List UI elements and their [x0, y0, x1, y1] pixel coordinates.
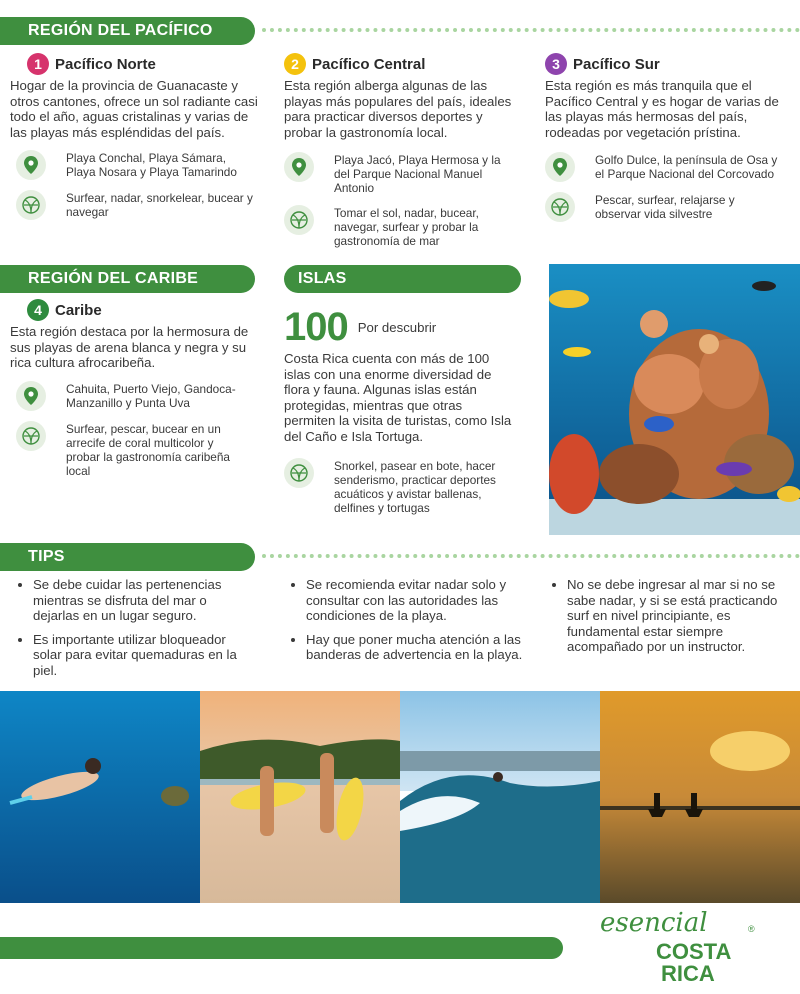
tips-column-3 [549, 577, 784, 663]
section-header-caribe: REGIÓN DEL CARIBE [0, 265, 255, 293]
region-title: Caribe [55, 301, 102, 319]
places-text: Golfo Dulce, la península de Osa y el Parque Nacional del Corcovado [595, 153, 778, 181]
region-number-badge: 4 [27, 299, 49, 321]
tip-item: • Hay que poner mucha atención a las banderas de advertencia en la playa. [306, 632, 523, 663]
places-row [16, 381, 250, 411]
dotted-divider [262, 28, 800, 32]
tip-item: • Es importante utilizar bloqueador solar para evitar quemaduras en la piel. [33, 632, 255, 679]
snorkel-photo [0, 691, 200, 903]
region-description: Esta región destaca por la hermosura de sus playas de arena blanca y negra y su rica cultura afrocaribeña. [10, 324, 249, 370]
footer-bar [0, 937, 563, 959]
map-pin-icon [16, 150, 46, 180]
section-header-pacifico: REGIÓN DEL PACÍFICO [0, 17, 255, 45]
activities-text: Surfear, pescar, bucear en un arrecife de coral multicolor y probar la gastronomía caribeña local [66, 421, 230, 478]
logo-line1: COSTA [656, 939, 732, 964]
tips-column-2 [288, 577, 523, 671]
places-text: Playa Jacó, Playa Hermosa y la del Parque Nacional Manuel Antonio [334, 153, 501, 195]
activities-row [545, 192, 780, 222]
activities-text: Pescar, surfear, relajarse y observar vida silvestre [595, 193, 735, 221]
surfers-beach-photo [200, 691, 400, 903]
logo-script: esencial [600, 908, 708, 938]
places-text: Playa Conchal, Playa Sámara, Playa Nosara y Playa Tamarindo [66, 151, 237, 179]
dotted-divider [262, 554, 800, 558]
activities-row [16, 190, 258, 220]
region-description: Hogar de la provincia de Guanacaste y otros cantones, ofrece un sol radiante casi todo el año, aguas cristalinas y varias de las playas más espléndidas del país. [10, 78, 258, 140]
coral-reef-photo [549, 264, 800, 535]
tip-item: • Se debe cuidar las pertenencias mientras se disfruta del mar o dejarlas en un lugar seguro. [33, 577, 255, 624]
horseback-sunset-photo [600, 691, 800, 903]
region-description: Esta región alberga algunas de las playas más populares del país, ideales para practicar diversos deportes y probar la gastronomía local. [284, 78, 512, 140]
places-row [284, 152, 516, 195]
islas-count-label: Por descubrir [357, 319, 437, 335]
logo-line2: RICA [661, 961, 715, 986]
activities-row [284, 458, 516, 515]
region-pacifico-norte [10, 52, 258, 220]
activities-row [284, 205, 516, 248]
tip-item: • No se debe ingresar al mar si no se sabe nadar, y si se está practicando surf en nivel principiante, es fundamental estar siempre acompañado por un instructor. [567, 577, 784, 655]
tip-item: • Se recomienda evitar nadar solo y consultar con las autoridades las condiciones de la playa. [306, 577, 523, 624]
region-title: Pacífico Central [312, 55, 426, 73]
map-pin-icon [545, 152, 575, 182]
activities-text: Tomar el sol, nadar, bucear, navegar, surfear y probar la gastronomía de mar [334, 206, 479, 248]
section-header-tips: TIPS [0, 543, 255, 571]
region-title: Pacífico Sur [573, 55, 660, 73]
islas-description: Costa Rica cuenta con más de 100 islas con una enorme diversidad de flora y fauna. Algunas islas están protegidas, mientras que otras permiten la visita de turistas, como Isla del Caño e Isla Tortuga. [284, 351, 512, 444]
region-number-badge: 3 [545, 53, 567, 75]
islas-block [284, 306, 516, 515]
region-title: Pacífico Norte [55, 55, 156, 73]
logo-registered-mark: ® [748, 924, 755, 934]
ball-icon [284, 205, 314, 235]
ball-icon [284, 458, 314, 488]
activities-text: Surfear, nadar, snorkelear, bucear y navegar [66, 191, 253, 219]
places-row [16, 150, 258, 180]
ball-icon [545, 192, 575, 222]
region-description: Esta región es más tranquila que el Pacífico Central y es hogar de varias de las playas más hermosas del país, rodeadas por vegetación prístina. [545, 78, 779, 140]
region-number-badge: 2 [284, 53, 306, 75]
islas-count: 100 [284, 304, 348, 349]
region-number-badge: 1 [27, 53, 49, 75]
map-pin-icon [284, 152, 314, 182]
places-row [545, 152, 780, 182]
section-header-islas: ISLAS [284, 265, 521, 293]
region-caribe [10, 298, 250, 478]
map-pin-icon [16, 381, 46, 411]
tips-column-1 [15, 577, 255, 686]
region-pacifico-sur [545, 52, 780, 222]
places-text: Cahuita, Puerto Viejo, Gandoca-Manzanillo y Punta Uva [66, 381, 236, 410]
ball-icon [16, 190, 46, 220]
wave-surfer-photo [400, 691, 600, 903]
esencial-costa-rica-logo [600, 908, 780, 990]
activities-row [16, 421, 250, 478]
region-pacifico-central [284, 52, 516, 248]
activities-text: Snorkel, pasear en bote, hacer senderismo, practicar deportes acuáticos y avistar ballenas, delfines y tortugas [334, 459, 496, 515]
ball-icon [16, 421, 46, 451]
